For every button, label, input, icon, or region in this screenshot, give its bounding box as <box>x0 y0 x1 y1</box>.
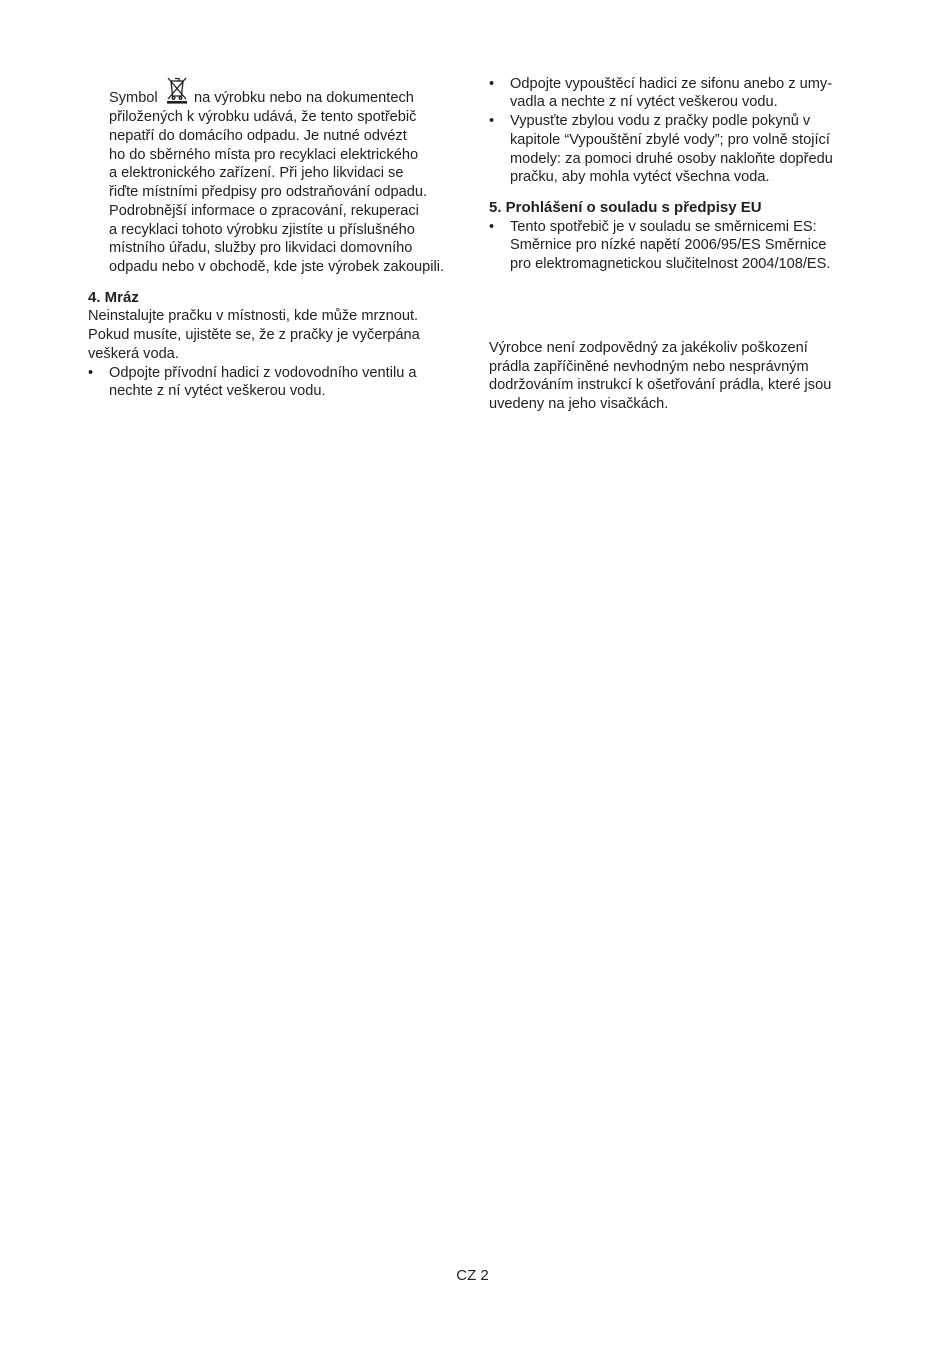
text-line: uvedeny na jeho visačkách. <box>489 396 669 412</box>
text-line: veškerá voda. <box>88 346 179 362</box>
text-line: ho do sběrného místa pro recyklaci elektrického <box>109 147 419 163</box>
text-line: Pokud musíte, ujistěte se, že z pračky je vyčerpána <box>88 327 420 343</box>
text-line: dodržováním instrukcí k ošetřování prádla, které jsou <box>489 377 832 393</box>
text-line: kapitole “Vypouštění zbylé vody”; pro volně stojící <box>510 132 830 148</box>
text-line: pro elektromagnetickou slučitelnost 2004/108/ES. <box>510 256 831 272</box>
text-line: nechte z ní vytéct veškerou vodu. <box>109 383 326 399</box>
text-line: a recyklaci tohoto výrobku zjistíte u příslušného <box>109 222 415 238</box>
bullet-marker: • <box>489 113 495 129</box>
text-line: na výrobku nebo na dokumentech <box>194 90 414 106</box>
text-line: Odpojte přívodní hadici z vodovodního ventilu a <box>109 365 417 381</box>
crossed-out-wheelie-bin-icon <box>165 75 189 105</box>
section-heading: 4. Mráz <box>88 289 139 306</box>
text-line: nepatří do domácího odpadu. Je nutné odvézt <box>109 128 407 144</box>
text-line: Podrobnější informace o zpracování, rekuperaci <box>109 203 419 219</box>
text-line: místního úřadu, služby pro likvidaci domovního <box>109 240 413 256</box>
text-line: řiďte místními předpisy pro odstraňování odpadu. <box>109 184 428 200</box>
text-line: Neinstalujte pračku v místnosti, kde může mrznout. <box>88 308 419 324</box>
text-line: Odpojte vypouštěcí hadici ze sifonu anebo z umy- <box>510 76 833 92</box>
bullet-marker: • <box>88 365 94 381</box>
text-line: odpadu nebo v obchodě, kde jste výrobek zakoupili. <box>109 259 445 275</box>
text-line: prádla zapříčiněné nevhodným nebo nesprávným <box>489 359 809 375</box>
section-heading: 5. Prohlášení o souladu s předpisy EU <box>489 199 762 216</box>
text-line: modely: za pomoci druhé osoby nakloňte dopředu <box>510 151 833 167</box>
text-line: Tento spotřebič je v souladu se směrnicemi ES: <box>510 219 817 235</box>
text-line: Vypusťte zbylou vodu z pračky podle pokynů v <box>510 113 811 129</box>
bullet-marker: • <box>489 219 495 235</box>
text-line: Symbol <box>109 90 158 106</box>
text-line: a elektronického zařízení. Při jeho likvidaci se <box>109 165 404 181</box>
page-number: CZ 2 <box>456 1267 489 1284</box>
text-line: Směrnice pro nízké napětí 2006/95/ES Směrnice <box>510 237 827 253</box>
text-line: pračku, aby mohla vytéct všechna voda. <box>510 169 770 185</box>
text-line: přiložených k výrobku udává, že tento spotřebič <box>109 109 417 125</box>
bullet-marker: • <box>489 76 495 92</box>
text-line: vadla a nechte z ní vytéct veškerou vodu. <box>510 94 778 110</box>
text-line: Výrobce není zodpovědný za jakékoliv poškození <box>489 340 808 356</box>
